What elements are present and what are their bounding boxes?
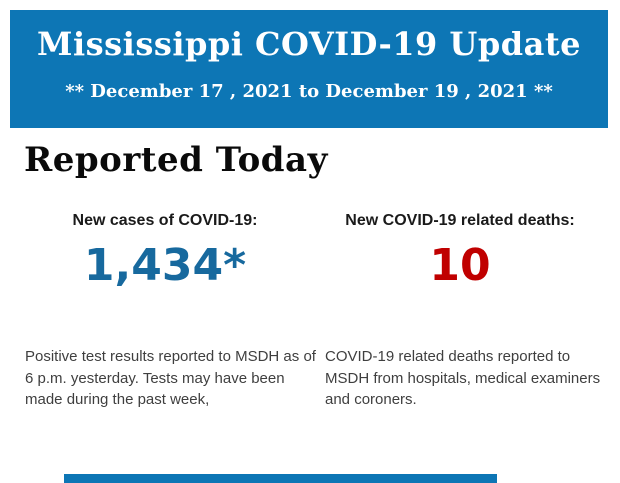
date-range-subtitle: ** December 17 , 2021 to December 19 , 2021 ** [65,81,553,102]
new-cases-label: New cases of COVID-19: [72,212,258,229]
new-deaths-value: 10 [429,240,491,291]
new-deaths-label: New COVID-19 related deaths: [345,212,575,229]
section-heading: Reported Today [24,140,328,180]
cutoff-section-bar [64,474,497,483]
new-cases-value: 1,434* [83,240,247,291]
new-cases-description: Positive test results reported to MSDH as of 6 p.m. yesterday. Tests may have been made during the past week, [25,348,316,408]
page-title: Mississippi COVID-19 Update [37,25,581,63]
new-deaths-description: COVID-19 related deaths reported to MSDH from hospitals, medical examiners and coroners. [325,348,601,408]
header-banner [10,10,608,128]
